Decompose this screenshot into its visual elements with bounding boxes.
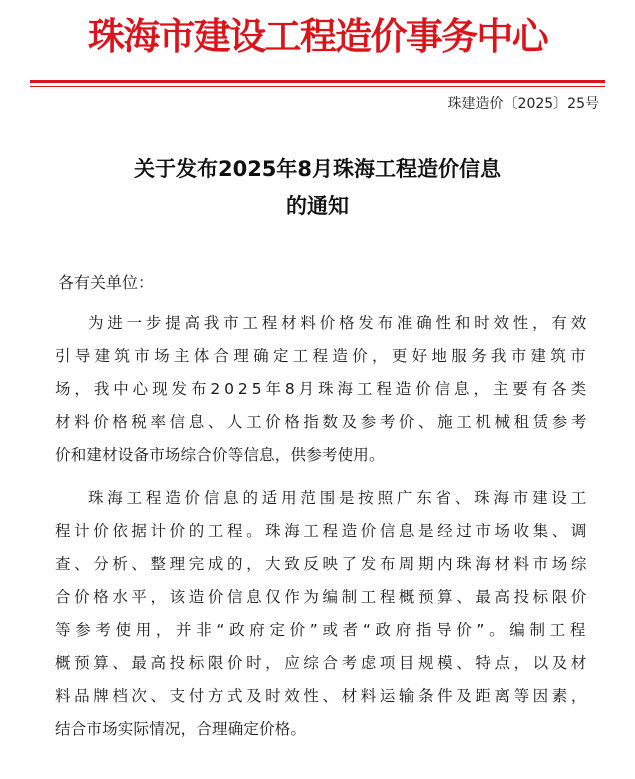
paragraph-2-line: 程计价依据计价的工程。珠海工程造价信息是经过市场收集、调	[55, 522, 590, 540]
masthead-rule-thick	[30, 80, 605, 83]
paragraph-1-line: 为进一步提高我市工程材料价格发布准确性和时效性，有效	[88, 314, 590, 332]
notice-title-line-2: 的通知	[286, 194, 349, 218]
paragraph-2-line: 概预算、最高投标限价时，应综合考虑项目规模、特点，以及材	[55, 654, 590, 672]
masthead: 珠海市建设工程造价事务中心	[88, 15, 547, 58]
document-number: 珠建造价〔2025〕25号	[447, 96, 599, 112]
notice-title-line-1: 关于发布2025年8月珠海工程造价信息	[133, 157, 502, 181]
paragraph-1-line: 引导建筑市场主体合理确定工程造价，更好地服务我市建筑市	[55, 347, 590, 365]
paragraph-2-line: 查、分析、整理完成的，大致反映了发布周期内珠海材料市场综	[55, 555, 590, 573]
paragraph-1-line: 场，我中心现发布2025年8月珠海工程造价信息，主要有各类	[55, 380, 590, 398]
paragraph-1-line: 价和建材设备市场综合价等信息，供参考使用。	[55, 446, 385, 464]
paragraph-1-line: 材料价格税率信息、人工价格指数及参考价、施工机械租赁参考	[55, 413, 590, 431]
paragraph-2-line: 料品牌档次、支付方式及时效性、材料运输条件及距离等因素，	[55, 687, 590, 705]
paragraph-2-line: 结合市场实际情况，合理确定价格。	[55, 720, 307, 738]
paragraph-2-line: 合价格水平，该造价信息仅作为编制工程概预算、最高投标限价	[55, 588, 590, 606]
paragraph-2-line: 等参考使用，并非“政府定价”或者“政府指导价”。编制工程	[55, 621, 590, 639]
paragraph-2-line: 珠海工程造价信息的适用范围是按照广东省、珠海市建设工	[88, 489, 590, 507]
salutation: 各有关单位：	[58, 273, 155, 292]
masthead-rule-thin	[30, 86, 605, 87]
